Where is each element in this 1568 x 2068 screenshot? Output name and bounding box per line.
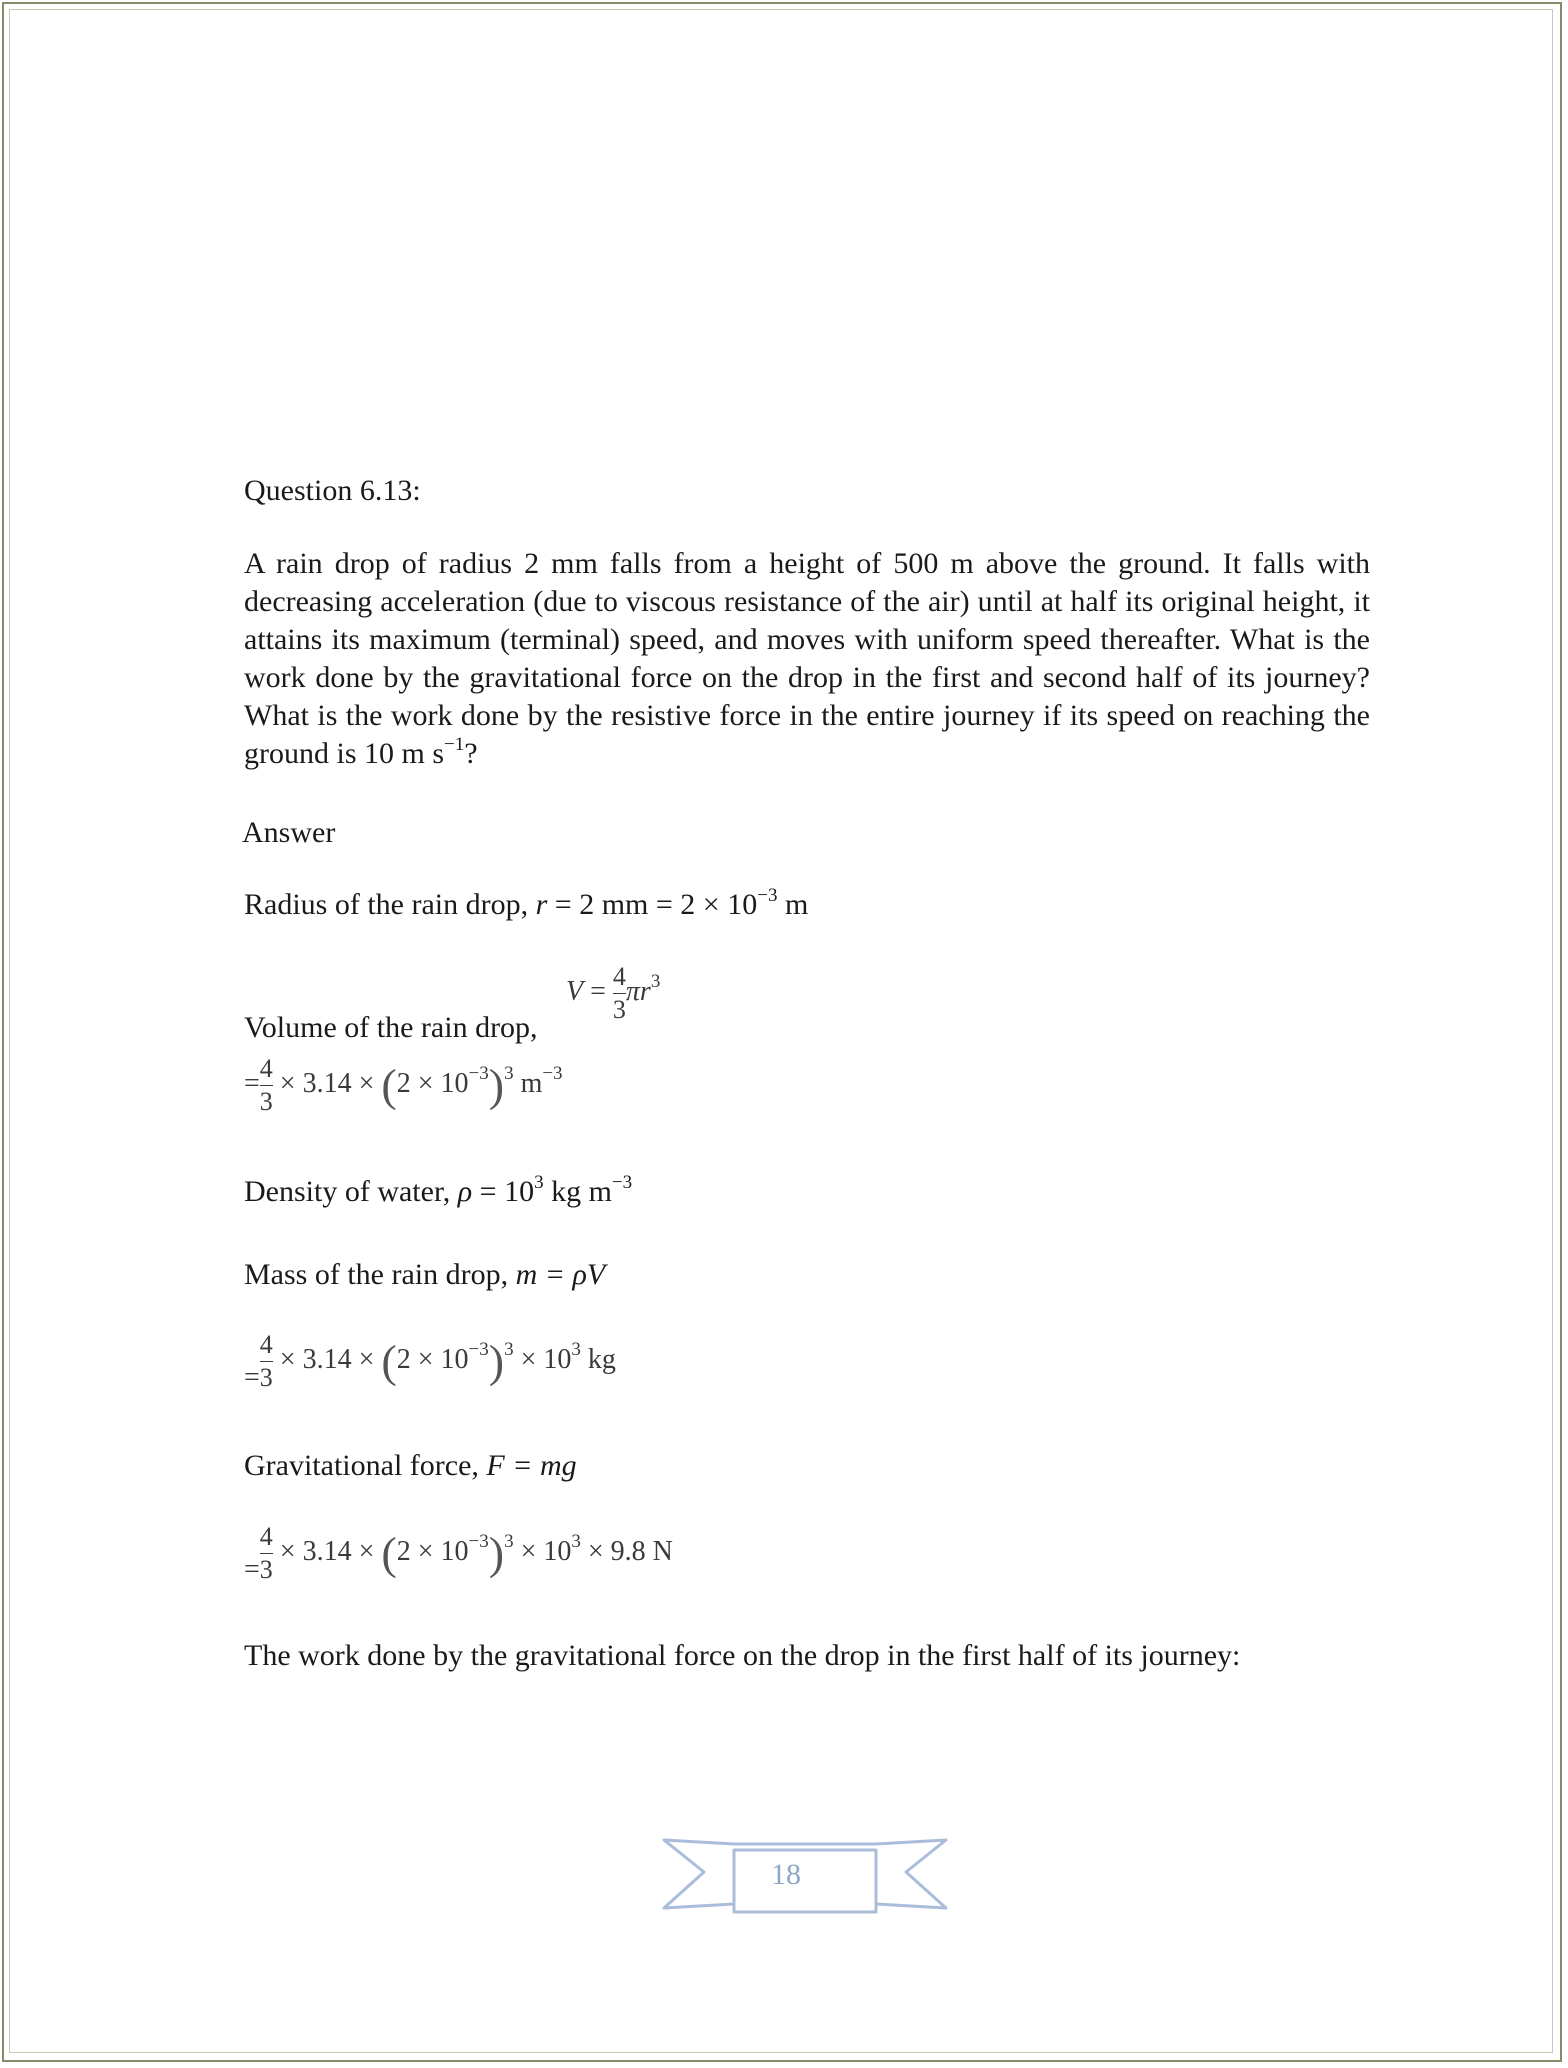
radius-value: = 2 mm = 2 × 10 <box>547 888 758 921</box>
density-sup: 3 <box>534 1172 544 1193</box>
mass-calc-inner-sup: −3 <box>468 1338 489 1360</box>
volume-lhs: V <box>566 975 584 1007</box>
radius-sup: −3 <box>757 885 778 906</box>
volume-den: 3 <box>612 995 626 1024</box>
radius-var: r <box>535 888 548 921</box>
volume-calc-fraction <box>260 1054 273 1117</box>
radius-unit: m <box>777 888 809 921</box>
mass-calc-unit: kg <box>587 1343 616 1375</box>
density-var: ρ <box>457 1175 473 1208</box>
volume-rhs: πr <box>625 975 651 1007</box>
density-unit: kg m <box>543 1175 612 1208</box>
work-line: The work done by the gravitational force on the drop in the first half of its journey: <box>244 1639 1241 1672</box>
fraction-bar <box>613 993 626 994</box>
question-body-end: ? <box>464 737 478 770</box>
force-calc-den: 3 <box>259 1555 273 1584</box>
density-text: Density of water, <box>244 1175 458 1208</box>
force-calc-eq: = <box>244 1553 260 1585</box>
mass-calc-inner: 2 × 10 <box>396 1343 469 1375</box>
volume-calc-outer-sup: 3 <box>504 1062 514 1084</box>
volume-label: Volume of the rain drop, <box>244 1011 538 1044</box>
mass-text: Mass of the rain drop, <box>244 1258 516 1291</box>
force-calc <box>244 1522 673 1585</box>
mass-calc-eq: = <box>244 1361 260 1393</box>
volume-calc-unit: m <box>520 1067 543 1099</box>
force-calc-tail: × 10 <box>520 1535 572 1567</box>
right-paren: ) <box>488 1335 505 1387</box>
fraction-bar <box>260 1553 273 1554</box>
density-value: = 10 <box>472 1175 535 1208</box>
mass-calc-mid: × 3.14 × <box>279 1343 375 1375</box>
volume-formula <box>566 962 660 1025</box>
page-frame-inner <box>9 9 1553 2053</box>
force-calc-inner: 2 × 10 <box>396 1535 469 1567</box>
volume-calc-inner-sup: −3 <box>468 1062 489 1084</box>
volume-fraction <box>613 962 626 1025</box>
force-formula: F = mg <box>486 1449 577 1482</box>
mass-calc-outer-sup: 3 <box>504 1338 514 1360</box>
force-calc-inner-sup: −3 <box>468 1530 489 1552</box>
force-calc-tail2: × 9.8 N <box>587 1535 673 1567</box>
mass-line <box>244 1256 605 1294</box>
force-text: Gravitational force, <box>244 1449 487 1482</box>
question-body-text: A rain drop of radius 2 mm falls from a height of 500 m above the ground. It falls with decreasing acceleration (due to viscous resistance of the air) until at half its original height, it attains its maximum (terminal) speed, and moves with uniform speed thereafter. What is the work done by the gravitational force on the drop in the first and second half of its journey? What is the work done by the resistive force in the entire journey if its speed on reaching the ground is 10 m s <box>244 547 1370 770</box>
question-heading: Question 6.13: <box>244 474 421 507</box>
mass-calc-tail-sup: 3 <box>571 1338 581 1360</box>
question-body <box>244 545 1370 773</box>
force-calc-outer-sup: 3 <box>504 1530 514 1552</box>
volume-calc-inner: 2 × 10 <box>396 1067 469 1099</box>
right-paren: ) <box>488 1527 505 1579</box>
force-calc-fraction <box>260 1522 273 1585</box>
volume-calc <box>244 1054 563 1117</box>
right-paren: ) <box>488 1059 505 1111</box>
mass-calc-tail: × 10 <box>520 1343 572 1375</box>
volume-calc-den: 3 <box>259 1087 273 1116</box>
mass-calc-fraction <box>260 1330 273 1393</box>
mass-calc-den: 3 <box>259 1363 273 1392</box>
force-calc-tail-sup: 3 <box>571 1530 581 1552</box>
force-line <box>244 1447 577 1485</box>
radius-line <box>244 886 808 924</box>
left-paren: ( <box>381 1335 397 1387</box>
density-line <box>244 1173 632 1211</box>
volume-num: 4 <box>612 962 626 991</box>
page-number: 18 <box>771 1858 801 1891</box>
radius-text: Radius of the rain drop, <box>244 888 536 921</box>
volume-eq: = <box>590 975 606 1007</box>
force-calc-num: 4 <box>259 1522 273 1551</box>
volume-calc-unit-sup: −3 <box>542 1062 563 1084</box>
left-paren: ( <box>381 1059 397 1111</box>
mass-calc-num: 4 <box>259 1330 273 1359</box>
volume-calc-num: 4 <box>259 1054 273 1083</box>
fraction-bar <box>260 1361 273 1362</box>
force-calc-mid: × 3.14 × <box>279 1535 375 1567</box>
left-paren: ( <box>381 1527 397 1579</box>
density-unit-sup: −3 <box>611 1172 633 1193</box>
volume-calc-mid: × 3.14 × <box>279 1067 375 1099</box>
mass-calc <box>244 1330 616 1393</box>
answer-heading: Answer <box>242 816 336 849</box>
mass-formula: m = ρV <box>515 1258 606 1291</box>
volume-calc-eq: = <box>244 1067 260 1099</box>
volume-rhs-sup: 3 <box>650 970 661 992</box>
question-body-sup: −1 <box>444 734 465 755</box>
fraction-bar <box>260 1085 273 1086</box>
